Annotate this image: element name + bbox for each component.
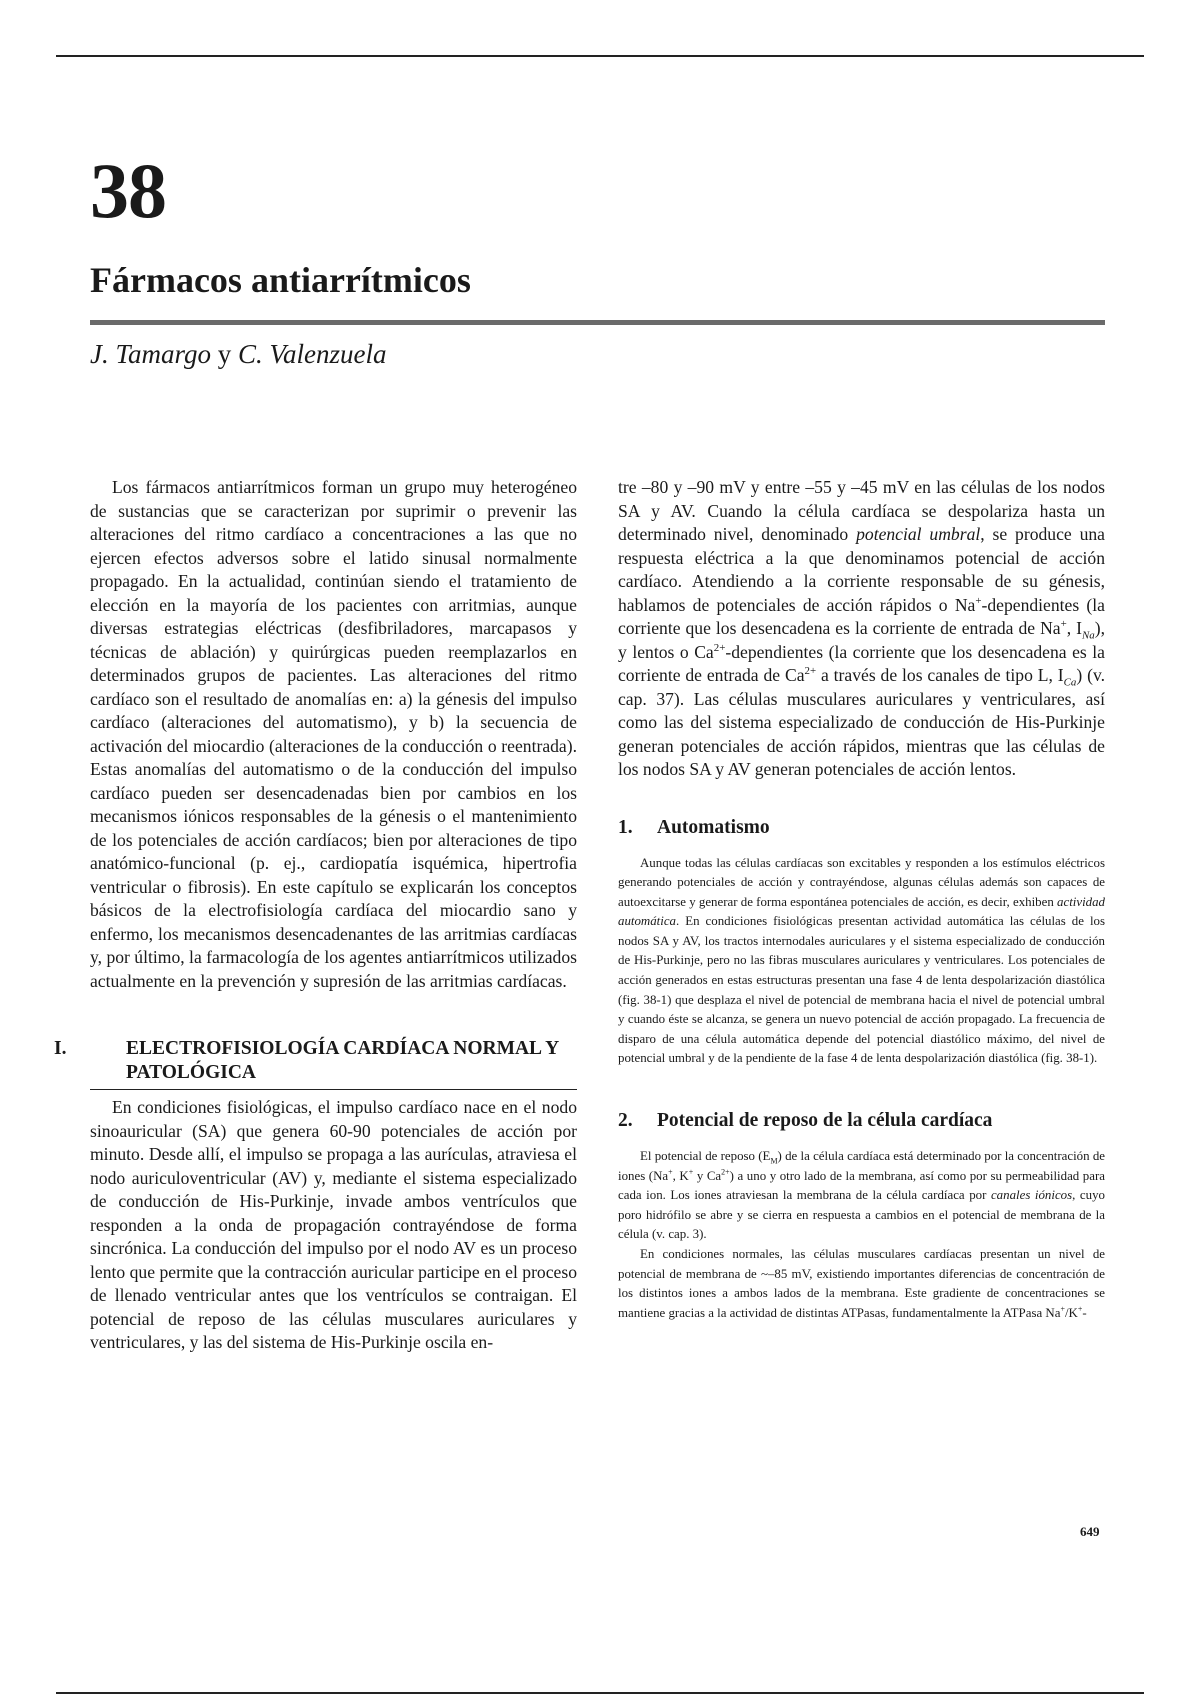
top-rule [56,55,1144,57]
title-rule [90,320,1105,325]
bottom-rule [56,1692,1144,1694]
author-2: C. Valenzuela [238,339,387,369]
author-conjunction: y [211,339,239,369]
section-1-paragraph: Aunque todas las células cardíacas son excitables y responden a los estímulos eléctricos generando potenciales de acción y contrayéndose, algunas células además son capaces de autoexcitarse y generar de forma espontánea potenciales de acción, es decir, exhiben actividad automática. En condiciones fisiológicas presentan actividad automática las células de los nodos SA y AV, los tractos internodales auriculares y el sistema especializado de conducción de His-Purkinje, pero no las fibras musculares auriculares y ventriculares. Los potenciales de acción generados en estas estructuras presentan una fase 4 de lenta despolarización diastólica (fig. 38-1) que desplaza el nivel de potencial de membrana hacia el nivel de potencial umbral y cuando éste se alcanza, se genera un nuevo potencial de acción propagado. La frecuencia de disparo de una célula automática depende del potencial diastólico máximo, del nivel de potencial umbral y de la pendiente de la fase 4 de lenta despolarización diastólica (fig. 38-1). [618,855,1105,1066]
intro-paragraph: Los fármacos antiarrítmicos forman un grupo muy heterogéneo de sustancias que se caracterizan por suprimir o prevenir las alteraciones del ritmo cardíaco a concentraciones a las que no ejercen efectos adversos sobre el latido sinusal normalmente propagado. En la actualidad, continúan siendo el tratamiento de elección en la mayoría de los pacientes con arritmias, aunque diversas estrategias eléctricas (desfibriladores, marcapasos y técnicas de ablación) y quirúrgicas pueden reemplazarlos en determinados grupos de pacientes. Las alteraciones del ritmo cardíaco son el resultado de anomalías en: a) la génesis del impulso cardíaco (alteraciones del automatismo), y b) la secuencia de activación del miocardio (alteraciones de la conducción o reentrada). Estas anomalías del automatismo o de la conducción del impulso cardíaco pueden ser desencadenadas bien por cambios en los mecanismos iónicos responsables de la génesis o el mantenimiento de los potenciales de acción cardíacos; bien por alteraciones de tipo anatómico-funcional (p. ej., cardiopatía isquémica, hipertrofia ventricular o fibrosis). En este capítulo se explicarán los conceptos básicos de la electrofisiología cardíaca del miocardio sano y enfermo, los mecanismos desencadenantes de las arritmias cardíacas y, por último, la farmacología de los agentes antiarrítmicos utilizados actualmente en la prevención y supresión de las arritmias cardíacas. [90,477,577,991]
author-1: J. Tamargo [90,339,212,369]
section-I-paragraph: En condiciones fisiológicas, el impulso cardíaco nace en el nodo sinoauricular (SA) que genera 60-90 potenciales de acción por minuto. Desde allí, el impulso se propaga a las aurículas, atraviesa el nodo auriculoventricular (AV) y, mediante el sistema especializado de conducción de His-Purkinje, invade ambos ventrículos que responden a la onda de propagación contrayéndose de forma sincrónica. La conducción del impulso por el nodo AV es un proceso lento que permite que la contracción auricular participe en el proceso de llenado ventricular antes que los ventrículos se contraigan. El potencial de reposo de las células musculares auriculares y ventriculares, y las del sistema de His-Purkinje oscila en- [90,1097,577,1352]
section-1-number: 1. [618,816,633,838]
section-2-paragraph-2: En condiciones normales, las células musculares cardíacas presentan un nivel de potencial de membrana de ~–85 mV, existiendo importantes diferencias de concentración de los distintos iones a ambos lados de la membrana. Este gradiente de concentraciones se mantiene gracias a la actividad de distintas ATPasas, fundamentalmente la ATPasa Na+/K+- [618,1247,1105,1320]
section-2-number: 2. [618,1110,633,1132]
section-1-title: Automatismo [657,816,770,838]
section-1-body [618,854,1105,1070]
section-I-number: I. [54,1038,67,1059]
section-heading-2 [618,1109,1105,1133]
left-column [54,476,577,1355]
authors [90,338,387,370]
right-column [618,476,1105,1323]
section-heading-1 [618,816,1105,840]
section-2-paragraph-1: El potencial de reposo $(E_M)$ de la célula cardíaca está determinado por la concentración de iones (Na+, K+ y $Ca^{2+}$) a uno y otro lado de la membrana, así como por su permeabilidad para cada ion. Los iones atraviesan la membrana de la célula cardíaca por canales iónicos, cuyo poro hidrófilo se abre y se cierra en respuesta a cambios en el potencial de membrana de la célula (v. cap. 3). [618,1149,1105,1242]
section-I-title: ELECTROFISIOLOGÍA CARDÍACA NORMAL Y PATOLÓGICA [126,1038,559,1083]
page-number: 649 [1080,1524,1100,1539]
section-heading-I [54,1037,577,1090]
continued-paragraph: tre –80 y –90 mV y entre –55 y –45 mV en las células de los nodos SA y AV. Cuando la célula cardíaca se despolariza hasta un determinado nivel, denominado potencial umbral, se produce una respuesta eléctrica a la que denominamos potencial de acción cardíaco. Atendiendo a la corriente responsable de su génesis, hablamos de potenciales de acción rápidos o Na+-dependientes (la corriente que los desencadena es la corriente de entrada de Na+, $I_{Na}$), y lentos o $Ca^{2+}$-dependientes (la corriente que los desencadena es la corriente de entrada de $Ca^{2+}$ a través de los canales de tipo L, $I_{Ca}$) (v. cap. 37). Las células musculares auriculares y ventriculares, así como las del sistema especializado de conducción de His-Purkinje generan potenciales de acción rápidos, mientras que las células de los nodos SA y AV generan potenciales de acción lentos. [618,477,1105,779]
chapter-number: 38 [90,147,166,234]
section-2-body [618,1147,1105,1323]
chapter-title: Fármacos antiarrítmicos [90,260,471,300]
section-2-title: Potencial de reposo de la célula cardíaca [657,1110,993,1132]
